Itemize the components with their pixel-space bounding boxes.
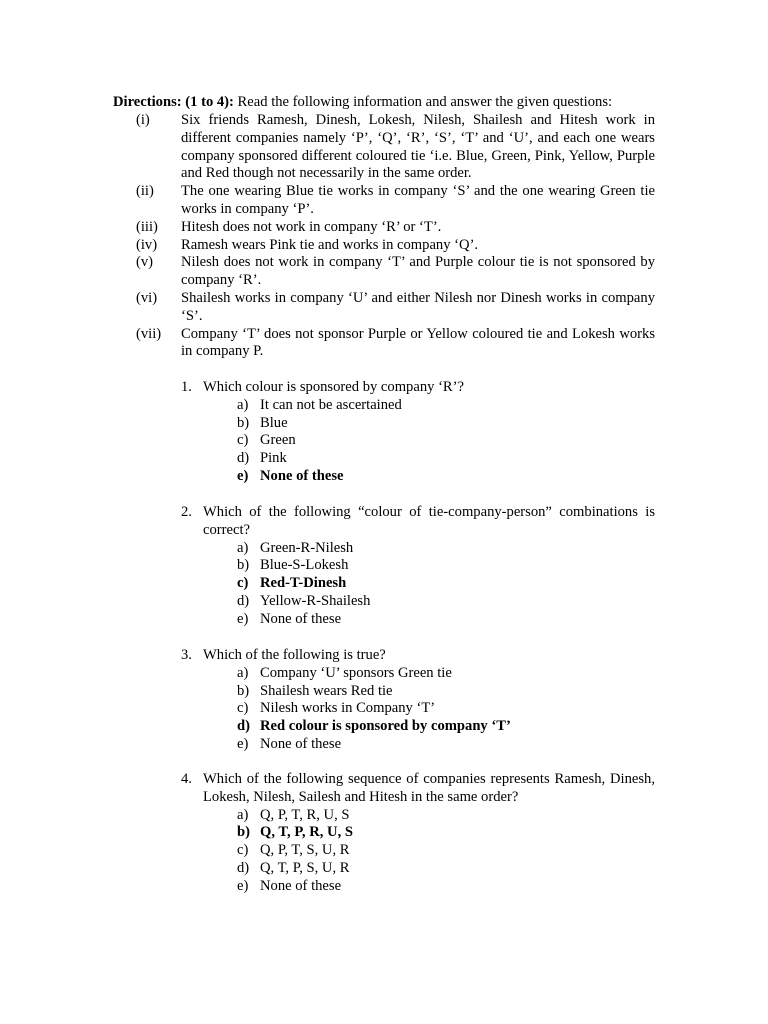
option-text: It can not be ascertained bbox=[260, 396, 402, 413]
question-stem bbox=[0, 647, 768, 665]
option-letter: b) bbox=[237, 824, 250, 841]
option-letter: d) bbox=[237, 592, 250, 609]
option-item bbox=[0, 540, 768, 558]
option-text: Q, P, T, S, U, R bbox=[260, 842, 350, 859]
option-item-correct bbox=[0, 575, 768, 593]
option-item bbox=[0, 807, 768, 825]
option-letter: d) bbox=[237, 450, 250, 467]
option-letter: a) bbox=[237, 539, 249, 556]
clause-item bbox=[0, 237, 768, 255]
clause-item bbox=[0, 112, 768, 183]
clause-text: The one wearing Blue tie works in company ‘S’ and the one wearing Green tie works in company ‘P’. bbox=[181, 183, 655, 217]
option-text: Pink bbox=[260, 450, 287, 467]
option-letter: e) bbox=[237, 467, 249, 484]
question-number: 2. bbox=[181, 504, 192, 520]
question-4 bbox=[0, 771, 768, 896]
clause-text: Six friends Ramesh, Dinesh, Lokesh, Nilesh, Shailesh and Hitesh work in different companies namely ‘P’, ‘Q’, ‘R’, ‘S’, ‘T’ and ‘U’, and each one wears company sponsored different coloured tie ‘i.e. Blue, Green, Pink, Yellow, Purple and Red though not necessarily in the same order. bbox=[181, 112, 655, 182]
option-item bbox=[0, 736, 768, 754]
option-text: Shailesh wears Red tie bbox=[260, 682, 393, 699]
option-item bbox=[0, 432, 768, 450]
question-stem bbox=[0, 504, 768, 540]
option-text: None of these bbox=[260, 467, 344, 484]
option-letter: d) bbox=[237, 859, 250, 876]
directions bbox=[113, 94, 658, 112]
clause-item bbox=[0, 290, 768, 326]
option-letter: b) bbox=[237, 557, 250, 574]
option-item bbox=[0, 665, 768, 683]
question-stem bbox=[0, 379, 768, 397]
question-number: 4. bbox=[181, 771, 192, 787]
question-number: 1. bbox=[181, 379, 192, 395]
clause-number: (iv) bbox=[136, 236, 158, 253]
question-1 bbox=[0, 379, 768, 486]
clause-number: (v) bbox=[136, 254, 154, 271]
option-item bbox=[0, 700, 768, 718]
option-item-correct bbox=[0, 468, 768, 486]
clause-text: Shailesh works in company ‘U’ and either Nilesh nor Dinesh works in company ‘S’. bbox=[181, 289, 655, 324]
clause-number: (vi) bbox=[136, 289, 158, 306]
option-item bbox=[0, 842, 768, 860]
option-text: None of these bbox=[260, 877, 342, 894]
question-text: Which of the following is true? bbox=[203, 647, 386, 663]
question-stem bbox=[0, 771, 768, 807]
option-text: Nilesh works in Company ‘T’ bbox=[260, 700, 436, 717]
option-item-correct bbox=[0, 824, 768, 842]
option-text: Red-T-Dinesh bbox=[260, 575, 347, 592]
option-list bbox=[0, 397, 768, 486]
option-letter: e) bbox=[237, 877, 249, 894]
question-text: Which of the following sequence of companies represents Ramesh, Dinesh, Lokesh, Nilesh, Sailesh and Hitesh in the same order? bbox=[203, 771, 655, 805]
option-item bbox=[0, 557, 768, 575]
option-letter: a) bbox=[237, 806, 249, 823]
option-item bbox=[0, 415, 768, 433]
option-list bbox=[0, 807, 768, 896]
option-letter: e) bbox=[237, 610, 249, 627]
option-text: Blue-S-Lokesh bbox=[260, 557, 349, 574]
option-item bbox=[0, 878, 768, 896]
option-text: Green-R-Nilesh bbox=[260, 539, 354, 556]
option-text: Blue bbox=[260, 414, 288, 431]
option-text: Red colour is sponsored by company ‘T’ bbox=[260, 718, 511, 735]
option-list bbox=[0, 665, 768, 754]
option-list bbox=[0, 540, 768, 629]
option-letter: c) bbox=[237, 432, 249, 449]
question-3 bbox=[0, 647, 768, 754]
clause-number: (i) bbox=[136, 112, 150, 128]
option-letter: e) bbox=[237, 735, 249, 752]
clause-text: Hitesh does not work in company ‘R’ or ‘T’. bbox=[181, 218, 442, 235]
clause-number: (ii) bbox=[136, 183, 154, 200]
directions-label: Directions: (1 to 4): bbox=[113, 94, 234, 110]
option-item bbox=[0, 860, 768, 878]
option-letter: c) bbox=[237, 700, 249, 717]
option-letter: c) bbox=[237, 842, 249, 859]
option-item-correct bbox=[0, 718, 768, 736]
clause-list bbox=[0, 112, 768, 361]
option-text: None of these bbox=[260, 735, 342, 752]
option-text: Company ‘U’ sponsors Green tie bbox=[260, 664, 452, 681]
question-text: Which colour is sponsored by company ‘R’? bbox=[203, 379, 465, 395]
question-2 bbox=[0, 504, 768, 629]
option-letter: b) bbox=[237, 682, 250, 699]
option-letter: b) bbox=[237, 414, 250, 431]
option-item bbox=[0, 683, 768, 701]
option-text: Yellow-R-Shailesh bbox=[260, 592, 371, 609]
option-letter: a) bbox=[237, 396, 249, 413]
clause-number: (vii) bbox=[136, 325, 162, 342]
option-item bbox=[0, 397, 768, 415]
clause-number: (iii) bbox=[136, 218, 158, 235]
clause-text: Ramesh wears Pink tie and works in company ‘Q’. bbox=[181, 236, 479, 253]
option-text: Q, P, T, R, U, S bbox=[260, 806, 350, 823]
directions-text: Read the following information and answer the given questions: bbox=[233, 94, 613, 110]
option-letter: d) bbox=[237, 718, 250, 735]
question-number: 3. bbox=[181, 647, 192, 663]
option-letter: a) bbox=[237, 664, 249, 681]
clause-text: Nilesh does not work in company ‘T’ and Purple colour tie is not sponsored by company ‘R’. bbox=[181, 254, 655, 289]
option-item bbox=[0, 593, 768, 611]
option-text: Green bbox=[260, 432, 296, 449]
question-text: Which of the following “colour of tie-company-person” combinations is correct? bbox=[203, 504, 655, 538]
clause-item bbox=[0, 326, 768, 362]
option-letter: c) bbox=[237, 575, 249, 592]
option-text: None of these bbox=[260, 610, 342, 627]
option-text: Q, T, P, R, U, S bbox=[260, 824, 353, 841]
clause-text: Company ‘T’ does not sponsor Purple or Yellow coloured tie and Lokesh works in company P. bbox=[181, 325, 655, 360]
option-item bbox=[0, 450, 768, 468]
clause-item bbox=[0, 219, 768, 237]
clause-item bbox=[0, 183, 768, 219]
option-text: Q, T, P, S, U, R bbox=[260, 859, 350, 876]
clause-item bbox=[0, 254, 768, 290]
option-item bbox=[0, 611, 768, 629]
